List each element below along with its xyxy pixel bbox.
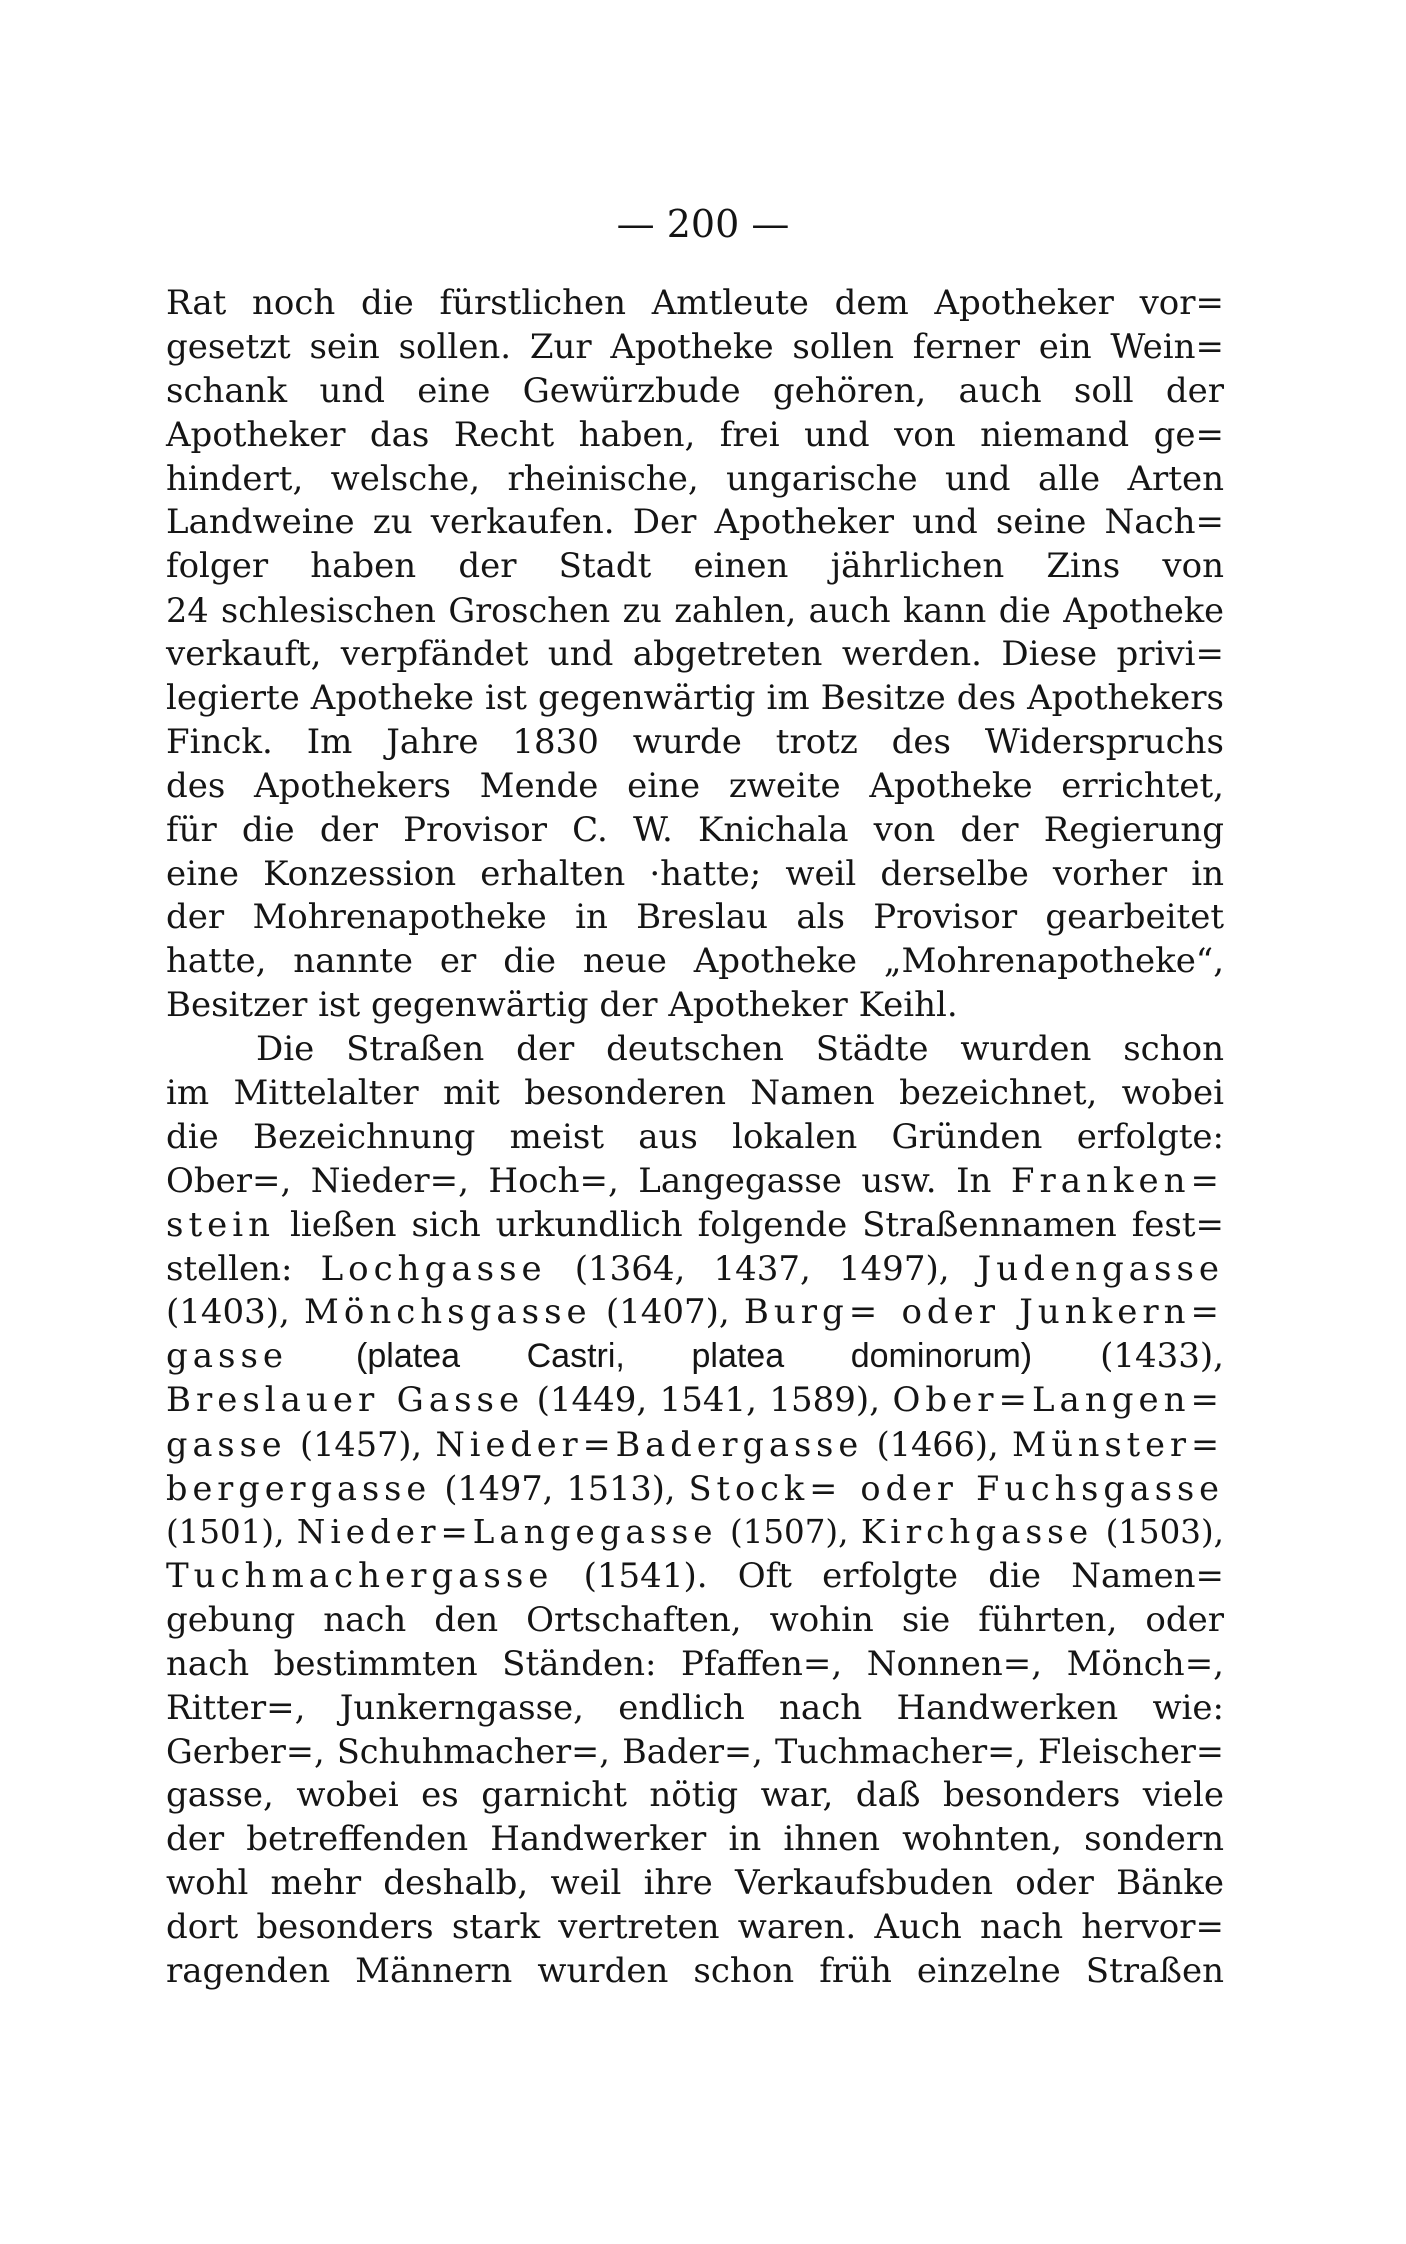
text-line: Besitzer ist gegenwärtig der Apotheker Keihl. bbox=[166, 985, 958, 1026]
text-line bbox=[166, 1555, 1224, 1599]
street-name: Tuchmachergasse bbox=[166, 1555, 554, 1596]
text-line: der betreffenden Handwerker in ihnen wohnten, sondern bbox=[166, 1819, 1224, 1860]
street-name: Kirchgasse bbox=[860, 1512, 1094, 1551]
text-line: Die Straßen der deutschen Städte wurden schon bbox=[256, 1029, 1224, 1070]
text-segment: (1507), bbox=[730, 1512, 849, 1551]
street-name: gasse bbox=[166, 1425, 287, 1465]
text-line: Ritter=, Junkerngasse, endlich nach Handwerken wie: bbox=[166, 1687, 1224, 1728]
text-line: Finck. Im Jahre 1830 wurde trotz des Widerspruchs bbox=[166, 721, 1224, 762]
street-name: Lochgasse bbox=[320, 1248, 547, 1289]
street-name: Burg= oder Junkern= bbox=[743, 1292, 1225, 1333]
text-segment: (1407), bbox=[605, 1292, 730, 1333]
text-line: hindert, welsche, rheinische, ungarische und alle Arten bbox=[166, 458, 1224, 499]
text-line: schank und eine Gewürzbude gehören, auch soll der bbox=[166, 370, 1224, 411]
street-name: bergergasse bbox=[166, 1469, 432, 1509]
text-line: wohl mehr deshalb, weil ihre Verkaufsbuden oder Bänke bbox=[166, 1863, 1224, 1904]
text-segment: (1501), bbox=[166, 1512, 285, 1551]
text-line: des Apothekers Mende eine zweite Apotheke errichtet, bbox=[166, 765, 1224, 806]
text-line: gesetzt sein sollen. Zur Apotheke sollen ferner ein Wein= bbox=[166, 326, 1224, 367]
text-line: dort besonders stark vertreten waren. Auch nach hervor= bbox=[166, 1906, 1224, 1947]
spaced-place-name: Franken= bbox=[1010, 1160, 1224, 1201]
text-line: Landweine zu verkaufen. Der Apotheker und seine Nach= bbox=[166, 502, 1224, 543]
text-line: Rat noch die fürstlichen Amtleute dem Apotheker vor= bbox=[166, 283, 1224, 323]
text-line: folger haben der Stadt einen jährlichen Zins von bbox=[166, 546, 1224, 587]
text-line: im Mittelalter mit besonderen Namen bezeichnet, wobei bbox=[166, 1073, 1224, 1114]
text-line: 24 schlesischen Groschen zu zahlen, auch kann die Apotheke bbox=[166, 591, 1224, 631]
page-number: — 200 — bbox=[616, 202, 790, 246]
text-line: verkauft, verpfändet und abgetreten werden. Diese privi= bbox=[166, 634, 1224, 675]
text-line: Gerber=, Schuhmacher=, Bader=, Tuchmacher=, Fleischer= bbox=[166, 1732, 1224, 1772]
text-segment: (1541). Oft erfolgte die Namen= bbox=[583, 1555, 1224, 1596]
text-segment: (1466), bbox=[876, 1425, 999, 1465]
text-line bbox=[166, 1204, 1224, 1248]
text-line: die Bezeichnung meist aus lokalen Gründen erfolgte: bbox=[166, 1116, 1224, 1157]
text-line: hatte, nannte er die neue Apotheke „Mohrenapotheke“, bbox=[166, 941, 1224, 982]
spaced-place-name: stein bbox=[166, 1204, 276, 1245]
text-segment: Ober=, Nieder=, Hoch=, Langegasse usw. In bbox=[166, 1160, 992, 1201]
text-line: der Mohrenapotheke in Breslau als Provisor gearbeitet bbox=[166, 897, 1224, 938]
street-name: Mönchsgasse bbox=[304, 1292, 592, 1333]
text-segment: (1497, 1513), bbox=[444, 1469, 676, 1509]
text-line: eine Konzession erhalten ·hatte; weil derselbe vorher in bbox=[166, 853, 1224, 894]
text-segment: (1364, 1437, 1497), bbox=[574, 1248, 950, 1289]
text-segment: (1433), bbox=[1100, 1336, 1224, 1377]
street-name: Nieder=Badergasse bbox=[435, 1425, 864, 1465]
text-line bbox=[166, 1335, 1224, 1379]
text-line: nach bestimmten Ständen: Pfaffen=, Nonnen=, Mönch=, bbox=[166, 1643, 1224, 1684]
text-segment: (1457), bbox=[300, 1425, 423, 1465]
text-line: ragenden Männern wurden schon früh einzelne Straßen bbox=[166, 1950, 1224, 1991]
street-name: Ober=Langen= bbox=[892, 1380, 1224, 1421]
street-name: gasse bbox=[166, 1336, 289, 1377]
text-segment: (1449, 1541, 1589), bbox=[536, 1380, 881, 1421]
text-segment: (1403), bbox=[166, 1292, 290, 1333]
body-text bbox=[166, 282, 1224, 1994]
text-segment: stellen: bbox=[166, 1248, 293, 1289]
text-line: Apotheker das Recht haben, frei und von niemand ge= bbox=[166, 414, 1224, 455]
text-line bbox=[166, 1379, 1224, 1423]
street-name: Nieder=Langegasse bbox=[296, 1512, 718, 1551]
street-name: Judengasse bbox=[977, 1248, 1225, 1289]
text-line: gebung nach den Ortschaften, wohin sie führten, oder bbox=[166, 1599, 1224, 1640]
street-name: Breslauer Gasse bbox=[166, 1380, 525, 1421]
text-segment: ließen sich urkundlich folgende Straßennamen fest= bbox=[289, 1204, 1224, 1245]
text-line bbox=[166, 1423, 1224, 1467]
text-line: legierte Apotheke ist gegenwärtig im Besitze des Apothekers bbox=[166, 678, 1224, 719]
street-name: Münster= bbox=[1012, 1425, 1225, 1465]
latin-text: (platea Castri, platea dominorum) bbox=[356, 1337, 1033, 1376]
text-line bbox=[166, 1467, 1224, 1511]
text-segment: (1503), bbox=[1105, 1512, 1224, 1551]
text-line bbox=[166, 1160, 1224, 1204]
text-line bbox=[166, 1248, 1224, 1292]
text-line bbox=[166, 1291, 1224, 1335]
text-line: gasse, wobei es garnicht nötig war, daß besonders viele bbox=[166, 1775, 1224, 1816]
text-line bbox=[166, 1511, 1224, 1555]
text-line: für die der Provisor C. W. Knichala von der Regierung bbox=[166, 809, 1224, 850]
street-name: Stock= oder Fuchsgasse bbox=[688, 1469, 1224, 1509]
